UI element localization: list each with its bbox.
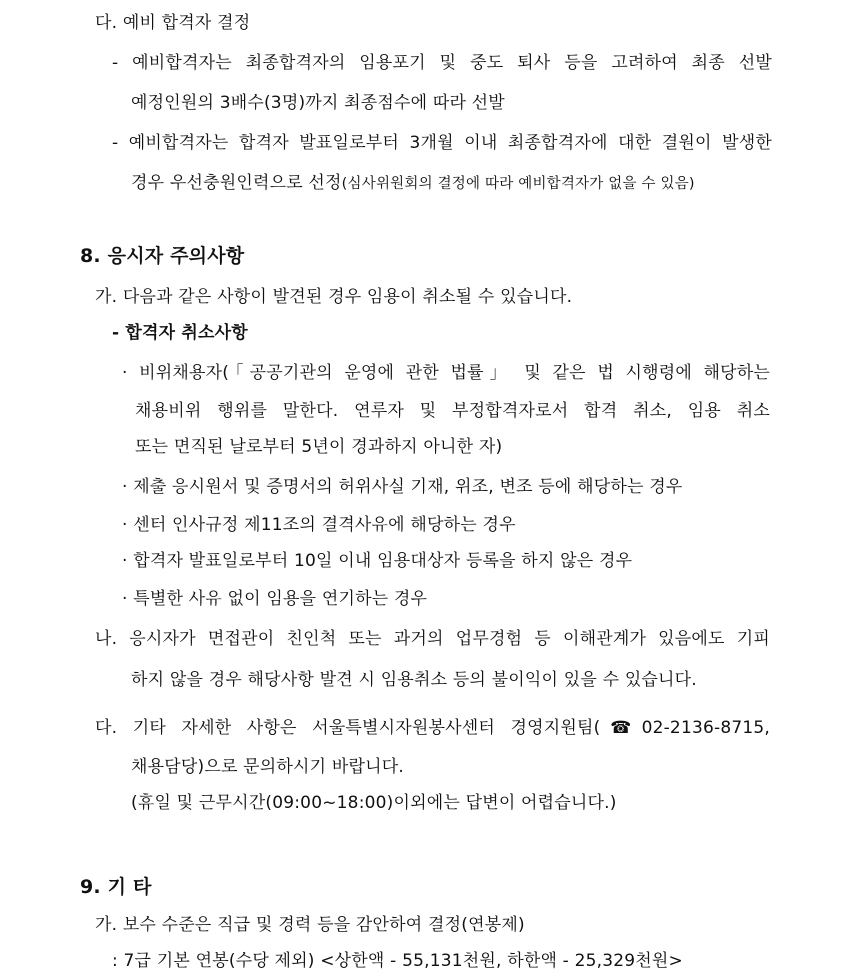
section-9-item-ga: 가. 보수 수준은 직급 및 경력 등을 감안하여 결정(연봉제): [95, 915, 525, 935]
cancel-bullet-3: · 센터 인사규정 제11조의 결격사유에 해당하는 경우: [122, 515, 516, 535]
section-8-item-ga: 가. 다음과 같은 사항이 발견된 경우 임용이 취소될 수 있습니다.: [95, 287, 573, 307]
section-9-title: 9. 기 타: [80, 876, 152, 898]
section-8-item-na-line-1: 나. 응시자가 면접관이 친인척 또는 과거의 업무경험 등 이해관계가 있음에도 기피: [95, 629, 770, 649]
reserve-paragraph-2-line-1: - 예비합격자는 합격자 발표일로부터 3개월 이내 최종합격자에 대한 결원이 발생한: [112, 133, 772, 153]
cancel-conditions-heading: - 합격자 취소사항: [112, 323, 248, 343]
section-8-title: 8. 응시자 주의사항: [80, 245, 245, 267]
cancel-bullet-4: · 합격자 발표일로부터 10일 이내 임용대상자 등록을 하지 않은 경우: [122, 551, 633, 571]
cancel-bullet-1-line-3: 또는 면직된 날로부터 5년이 경과하지 아니한 자): [135, 437, 503, 457]
cancel-bullet-5: · 특별한 사유 없이 임용을 연기하는 경우: [122, 589, 428, 609]
section-8-item-na-line-2: 하지 않을 경우 해당사항 발견 시 임용취소 등의 불이익이 있을 수 있습니다.: [131, 670, 697, 690]
section-8-item-da-line-2: 채용담당)으로 문의하시기 바랍니다.: [131, 757, 404, 777]
cancel-bullet-1-line-2: 채용비위 행위를 말한다. 연루자 및 부정합격자로서 합격 취소, 임용 취소: [135, 401, 770, 421]
cancel-bullet-1-line-1: · 비위채용자(「공공기관의 운영에 관한 법률」 및 같은 법 시행령에 해당하는: [122, 363, 770, 383]
reserve-paragraph-2-main: 경우 우선충원인력으로 선정: [131, 173, 342, 193]
reserve-paragraph-1-line-2: 예정인원의 3배수(3명)까지 최종점수에 따라 선발: [131, 93, 505, 113]
section-8-item-da-line-3: (휴일 및 근무시간(09:00~18:00)이외에는 답변이 어렵습니다.): [131, 793, 617, 813]
cancel-bullet-2: · 제출 응시원서 및 증명서의 허위사실 기재, 위조, 변조 등에 해당하는 경우: [122, 477, 683, 497]
reserve-paragraph-1-line-1: - 예비합격자는 최종합격자의 임용포기 및 중도 퇴사 등을 고려하여 최종 선발: [112, 53, 772, 73]
subsection-heading-da: 다. 예비 합격자 결정: [95, 13, 251, 33]
section-8-item-da-line-1: 다. 기타 자세한 사항은 서울특별시자원봉사센터 경영지원팀(☎02-2136-8715,: [95, 718, 770, 738]
reserve-paragraph-2-note: (심사위원회의 결정에 따라 예비합격자가 없을 수 있음): [341, 176, 695, 192]
salary-detail: : 7급 기본 연봉(수당 제외) <상한액 - 55,131천원, 하한액 - 25,329천원>: [112, 951, 683, 971]
reserve-paragraph-2-line-2: [131, 172, 695, 195]
